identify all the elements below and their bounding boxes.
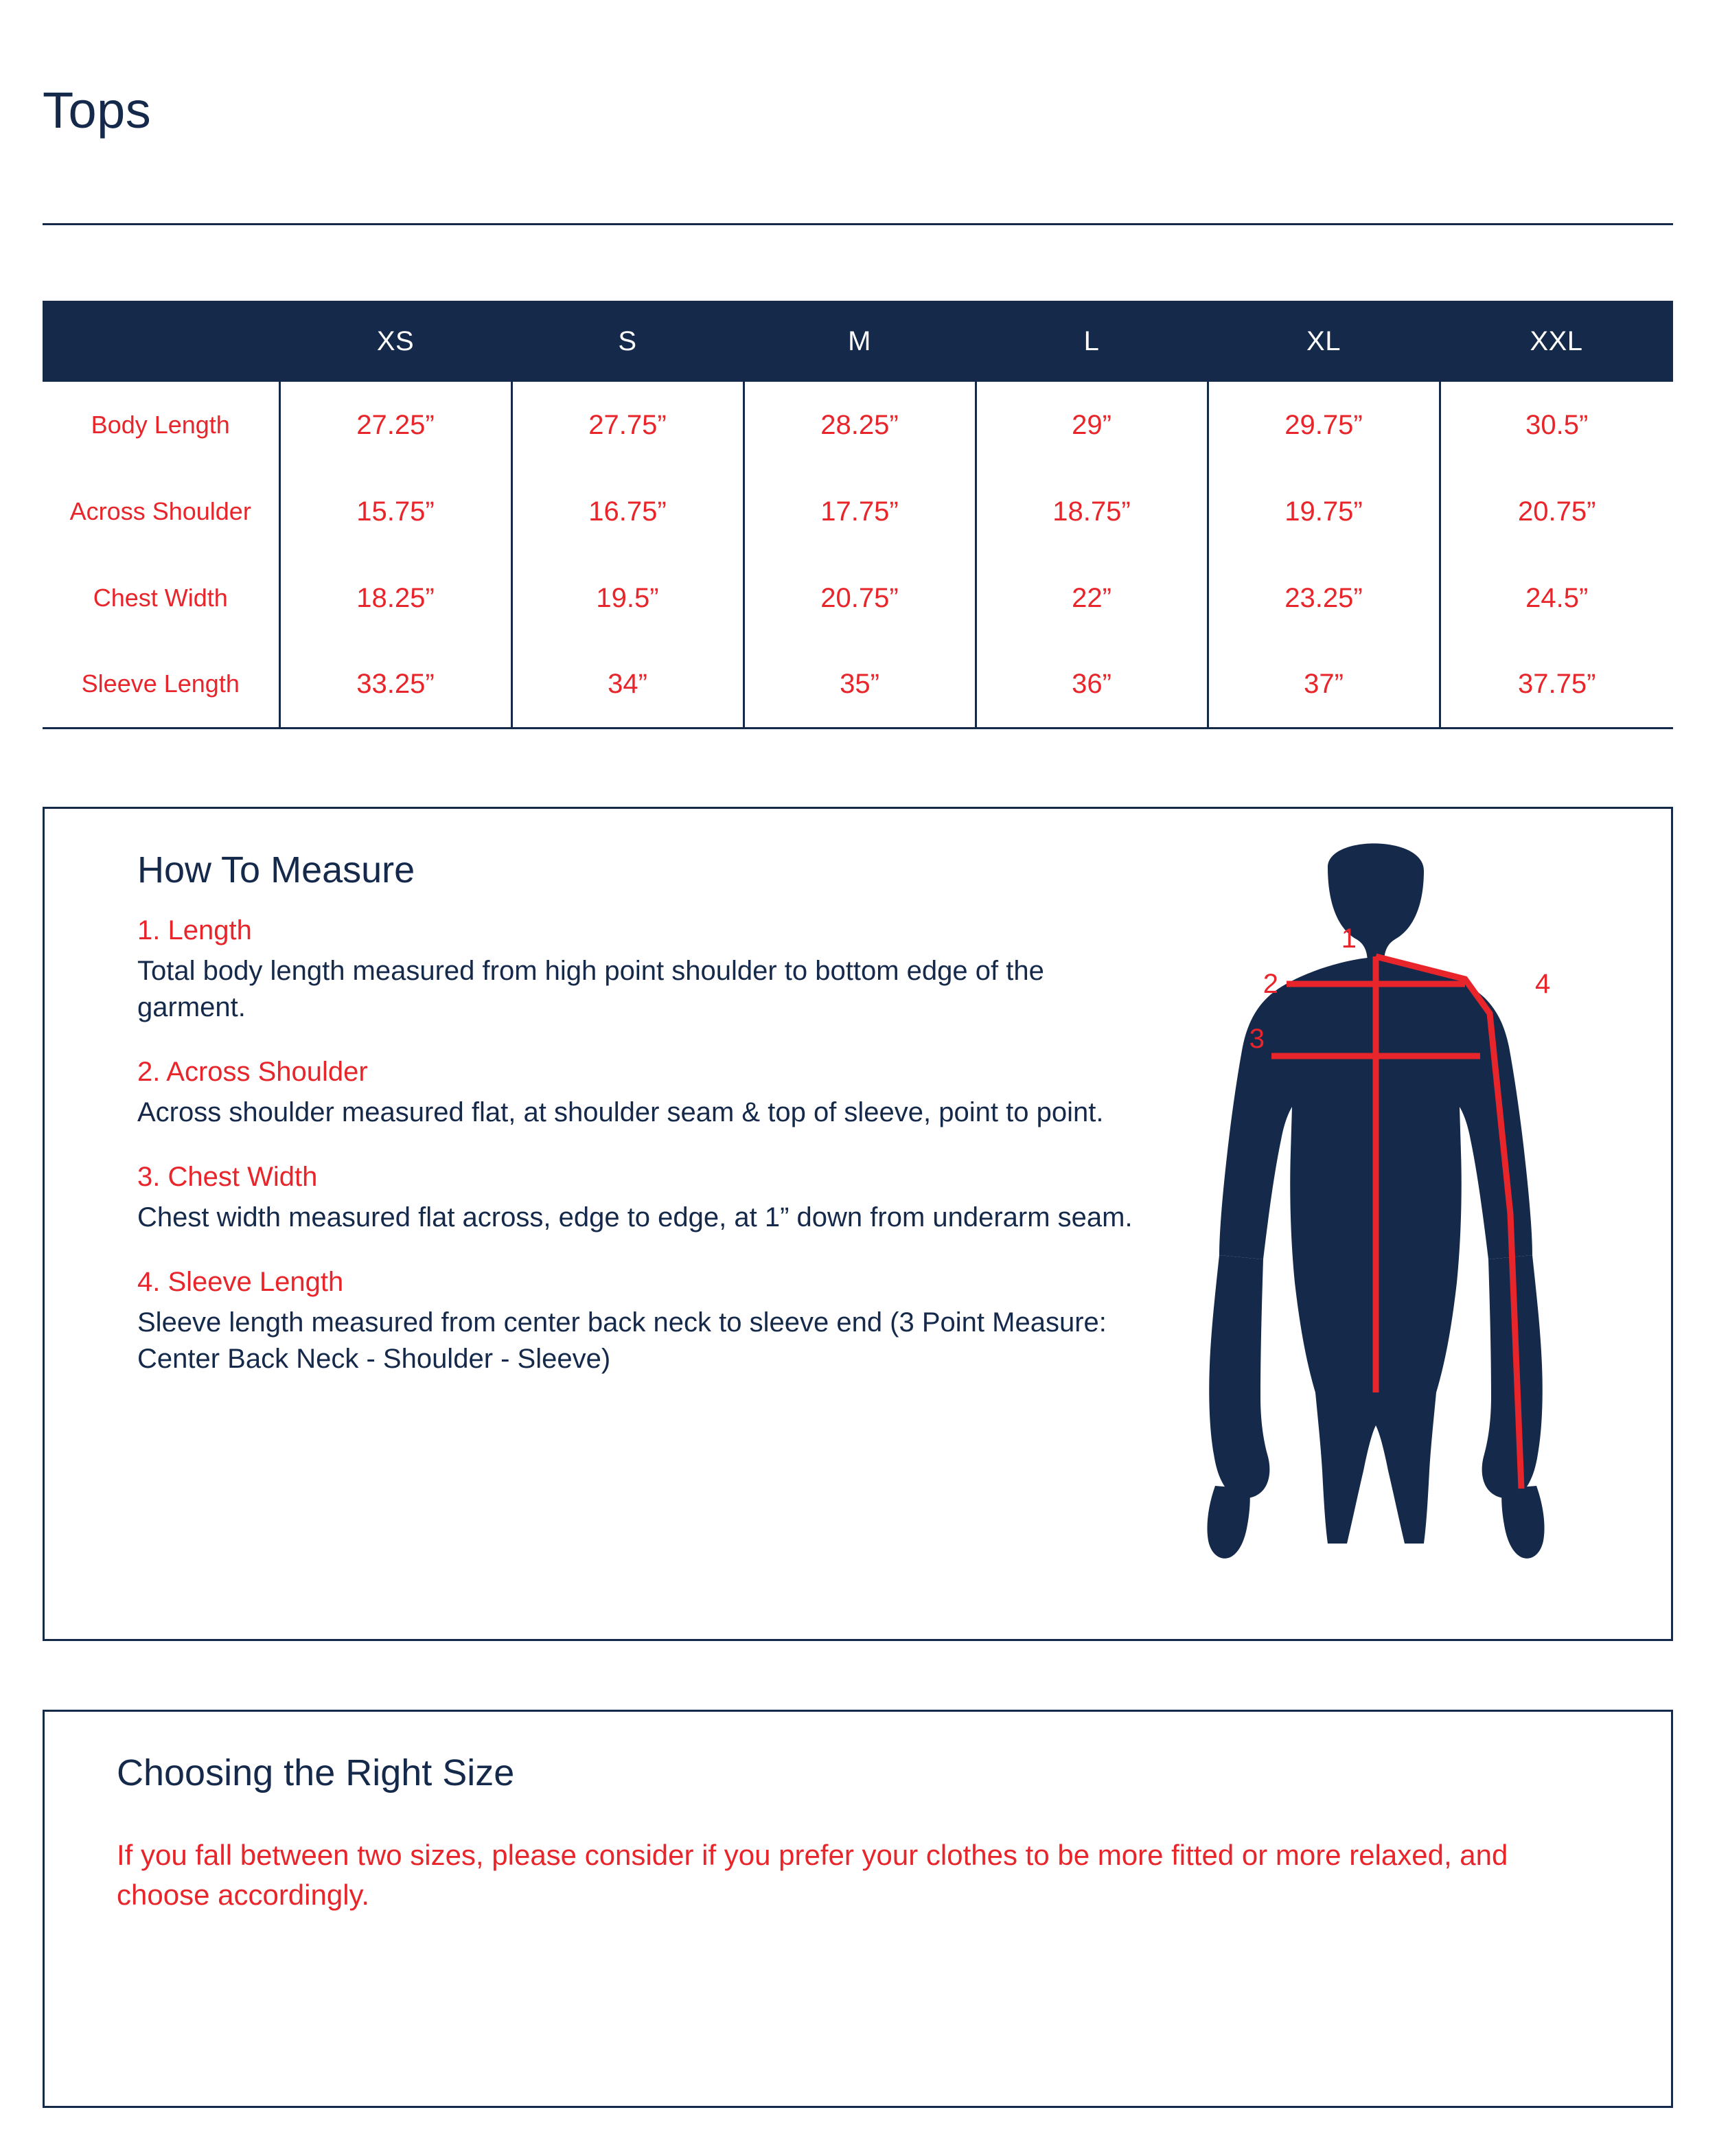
marker-2: 2 [1263,969,1278,999]
title-divider [43,223,1673,225]
column-header-xs: XS [376,325,415,356]
cell-sleeve-length-m: 35” [744,641,976,728]
cell-across-shoulder-xl: 19.75” [1208,468,1440,555]
measure-item-title: 3. Chest Width [137,1162,318,1192]
column-header-xxl: XXL [1530,325,1583,356]
cell-sleeve-length-xs: 33.25” [279,641,511,728]
page-title: Tops [43,82,152,139]
cell-across-shoulder-s: 16.75” [511,468,744,555]
measure-item-body: Total body length measured from high point shoulder to bottom edge of the garment. [137,956,1044,1022]
table-row [43,641,1673,728]
how-to-measure-panel [43,807,1673,1641]
figure-hips [1315,1392,1436,1544]
table-row [43,555,1673,641]
choosing-size-body: If you fall between two sizes, please consider if you prefer your clothes to be more fitted or more relaxed, and choose accordingly. [117,1839,1508,1911]
measure-item-sleeve-length [137,1263,1133,1377]
marker-3: 3 [1249,1024,1265,1054]
cell-body-length-xl: 29.75” [1208,382,1440,468]
cell-chest-width-xxl: 24.5” [1525,582,1589,613]
measure-item-body: Across shoulder measured flat, at shoulder seam & top of sleeve, point to point. [137,1097,1104,1127]
cell-chest-width-m: 20.75” [744,555,976,641]
table-row [43,382,1673,468]
cell-across-shoulder-l: 18.75” [976,468,1208,555]
cell-across-shoulder-m: 17.75” [744,468,976,555]
column-header-xl: XL [1306,325,1341,356]
cell-body-length-m: 28.25” [744,382,976,468]
how-to-measure-list [137,912,1133,1405]
figure-hand-right [1501,1486,1544,1559]
marker-4: 4 [1535,969,1551,999]
row-header-sleeve-length: Sleeve Length [43,641,279,728]
marker-1: 1 [1341,924,1357,954]
column-header-m: M [848,325,871,356]
measure-item-title: 1. Length [137,915,252,945]
size-chart-body [43,382,1673,728]
cell-across-shoulder-xs: 15.75” [279,468,511,555]
table-corner-cell [43,301,279,382]
row-header-chest-width: Chest Width [43,555,279,641]
cell-chest-width-xs: 18.25” [279,555,511,641]
measure-item-body: Sleeve length measured from center back neck to sleeve end (3 Point Measure: Center Back Neck - Shoulder - Sleeve) [137,1307,1107,1374]
table-row [43,468,1673,555]
cell-sleeve-length-l: 36” [976,641,1208,728]
cell-sleeve-length-xxl: 37.75” [1440,641,1673,728]
measure-item-body: Chest width measured flat across, edge to edge, at 1” down from underarm seam. [137,1202,1133,1232]
row-header-body-length: Body Length [43,382,279,468]
how-to-measure-heading: How To Measure [137,849,415,891]
cell-body-length-xs: 27.25” [279,382,511,468]
column-header-l: L [1083,325,1100,356]
cell-chest-width-s: 19.5” [511,555,744,641]
choosing-size-heading: Choosing the Right Size [117,1752,515,1793]
measure-item-across-shoulder [137,1053,1133,1131]
body-measurement-diagram [1101,829,1650,1619]
size-chart-head [43,301,1673,382]
choosing-size-panel [43,1710,1673,2108]
cell-body-length-s: 27.75” [511,382,744,468]
size-chart-table [43,301,1673,729]
measure-item-chest-width [137,1158,1133,1236]
cell-chest-width-l: 22” [976,555,1208,641]
measure-item-length [137,912,1133,1026]
cell-chest-width-xl: 23.25” [1208,555,1440,641]
measure-item-title: 4. Sleeve Length [137,1267,344,1297]
measure-item-title: 2. Across Shoulder [137,1057,368,1087]
table-header-row [43,301,1673,382]
cell-body-length-l: 29” [976,382,1208,468]
cell-across-shoulder-xxl: 20.75” [1518,496,1596,527]
cell-body-length-xxl: 30.5” [1525,409,1589,440]
figure-hand-left [1207,1486,1249,1559]
cell-sleeve-length-s: 34” [511,641,744,728]
row-header-across-shoulder: Across Shoulder [43,468,279,555]
cell-sleeve-length-xl: 37” [1208,641,1440,728]
column-header-s: S [618,325,637,356]
figure-arm-left [1209,1255,1269,1498]
